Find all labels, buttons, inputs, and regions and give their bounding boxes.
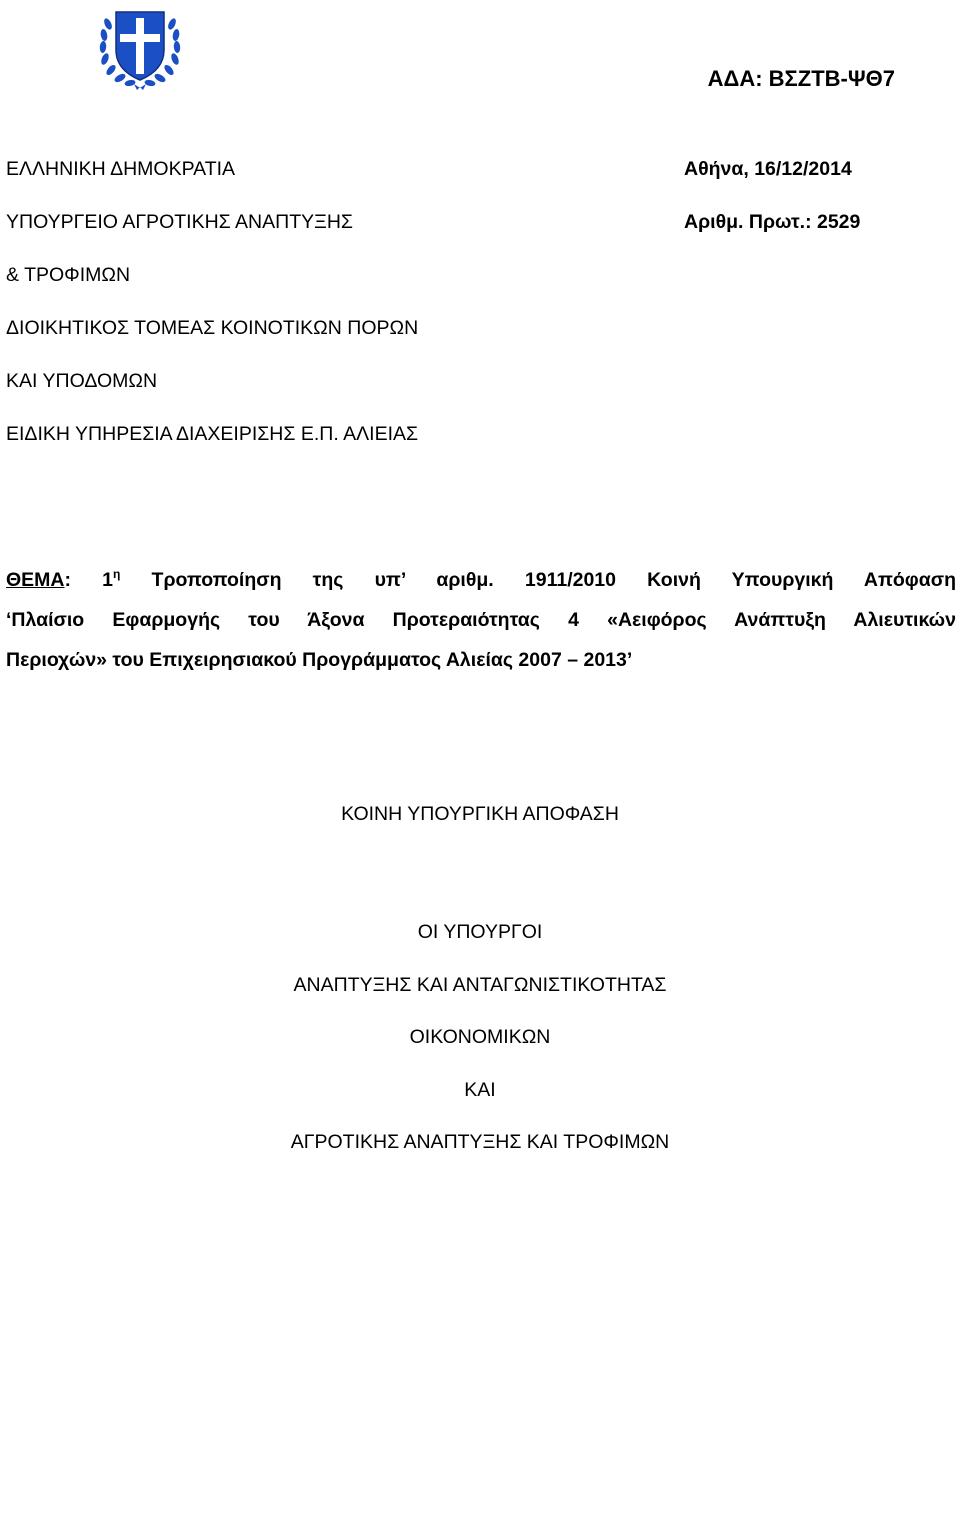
ada-code: ΑΔΑ: ΒΣΖΤΒ-ΨΘ7 bbox=[707, 66, 895, 91]
document-title: ΚΟΙΝΗ ΥΠΟΥΡΓΙΚΗ ΑΠΟΦΑΣΗ bbox=[341, 803, 619, 825]
subject-label: ΘΕΜΑ bbox=[6, 569, 65, 591]
minister-agriculture: ΑΓΡΟΤΙΚΗΣ ΑΝΑΠΤΥΞΗΣ ΚΑΙ ΤΡΟΦΙΜΩΝ bbox=[290, 1131, 670, 1153]
sender-block bbox=[6, 143, 418, 461]
ministers-conjunction: ΚΑΙ bbox=[464, 1078, 496, 1101]
ministers-heading: ΟΙ ΥΠΟΥΡΓΟΙ bbox=[417, 921, 543, 943]
sender-line-sector-cont: ΚΑΙ ΥΠΟΔΟΜΩΝ bbox=[6, 370, 158, 392]
sender-line-ministry-cont: & ΤΡΟΦΙΜΩΝ bbox=[6, 264, 131, 286]
minister-development: ΑΝΑΠΤΥΞΗΣ ΚΑΙ ΑΝΤΑΓΩΝΙΣΤΙΚΟΤΗΤΑΣ bbox=[293, 973, 667, 996]
minister-finance: ΟΙΚΟΝΟΜΙΚΩΝ bbox=[409, 1026, 551, 1048]
ministers-block bbox=[0, 906, 960, 1169]
protocol-number: Αριθμ. Πρωτ.: 2529 bbox=[684, 211, 861, 233]
subject-line-3: Περιοχών» του Επιχειρησιακού Προγράμματος Αλιείας 2007 – 2013’ bbox=[6, 649, 633, 671]
emblem-svg bbox=[96, 4, 184, 90]
sender-line-ministry: ΥΠΟΥΡΓΕΙΟ ΑΓΡΟΤΙΚΗΣ ΑΝΑΠΤΥΞΗΣ bbox=[6, 211, 353, 233]
sender-line-country: ΕΛΛΗΝΙΚΗ ΔΗΜΟΚΡΑΤΙΑ bbox=[6, 158, 236, 180]
place-date-block bbox=[684, 143, 860, 249]
sender-line-sector: ΔΙΟΙΚΗΤΙΚΟΣ ΤΟΜΕΑΣ ΚΟΙΝΟΤΙΚΩΝ ΠΟΡΩΝ bbox=[6, 317, 419, 339]
place-date: Αθήνα, 16/12/2014 bbox=[684, 158, 852, 180]
greek-coat-of-arms-icon bbox=[96, 4, 184, 90]
shield bbox=[116, 12, 164, 80]
subject-line-2: ‘Πλαίσιο Εφαρμογής του Άξονα Προτεραιότητας 4 «Αειφόρος Ανάπτυξη Αλιευτικών bbox=[6, 609, 956, 631]
subject-block bbox=[6, 560, 956, 680]
subject-line-1: ΘΕΜΑ: $1^\eta$ Τροποποίηση της υπ’ αριθμ. 1911/2010 Κοινή Υπουργική Απόφαση bbox=[6, 567, 956, 591]
subject-line-1-text: Τροποποίηση της υπ’ αριθμ. 1911/2010 Κοινή Υπουργική Απόφαση bbox=[151, 569, 956, 591]
sender-line-service: ΕΙΔΙΚΗ ΥΠΗΡΕΣΙΑ ΔΙΑΧΕΙΡΙΣΗΣ Ε.Π. ΑΛΙΕΙΑΣ bbox=[6, 423, 419, 445]
subject-number: 1 bbox=[102, 569, 114, 591]
subject-superscript: η bbox=[113, 567, 121, 581]
